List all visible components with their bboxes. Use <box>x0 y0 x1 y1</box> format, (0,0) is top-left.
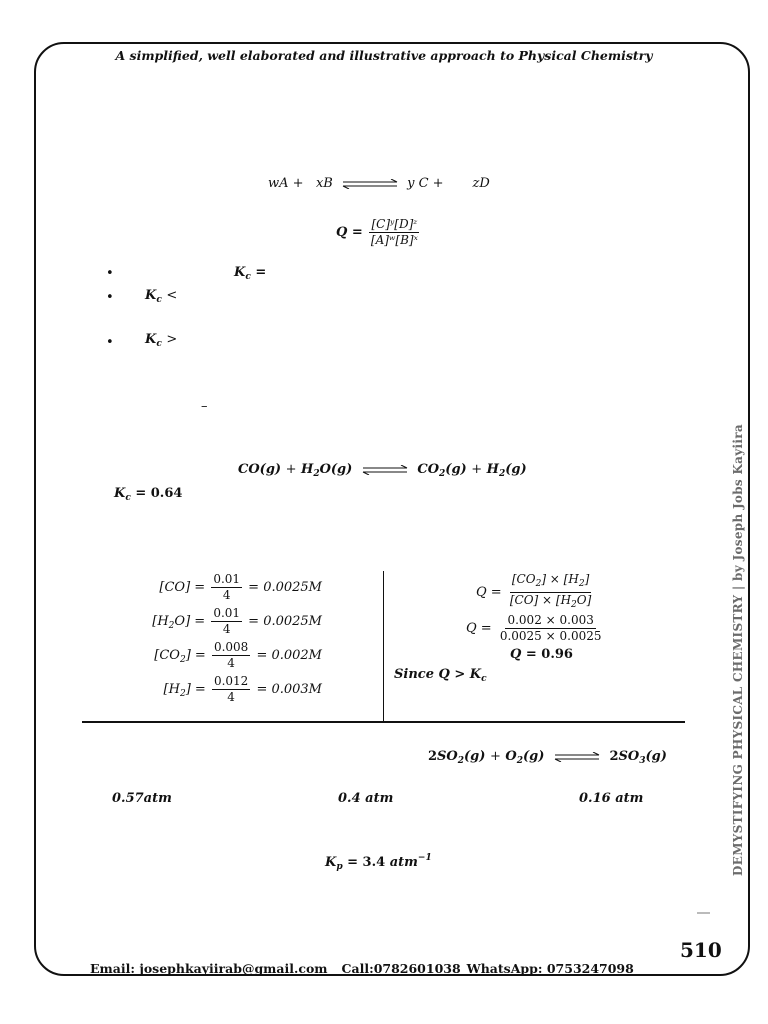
q-calc-lhs: Q = <box>476 585 502 600</box>
q-sub-num: 0.002 × 0.003 <box>507 613 594 627</box>
q-expression <box>336 217 422 248</box>
conc-rhs: = 0.0025M <box>248 580 322 595</box>
q-sub-den: 0.0025 × 0.0025 <box>499 629 602 643</box>
conc-lhs: $[CO_2]$ = <box>154 648 206 665</box>
example1-kc: $K_c = 0.64$ <box>114 486 183 503</box>
conc-rhs: = 0.003M <box>256 682 322 697</box>
pressure-so2: 0.57atm <box>112 791 172 806</box>
q-numerator: [C]ʸ[D]ᶻ <box>371 217 418 231</box>
section-divider <box>82 721 685 723</box>
footer-call: Call:0782601038 <box>341 961 461 976</box>
bullet-2-text: $K_c$ < <box>145 288 178 305</box>
conc-den: 4 <box>227 690 235 704</box>
general-reaction: wA + xB y C + zD <box>268 176 490 191</box>
page-number: 510 <box>680 938 722 962</box>
conc-den: 4 <box>222 622 231 636</box>
equilibrium-arrow-icon <box>341 179 399 189</box>
conc-rhs: = 0.0025M <box>248 614 322 629</box>
decorative-dash <box>697 912 710 914</box>
bullet-3-text: $K_c$ > <box>145 332 178 349</box>
column-divider <box>383 571 384 721</box>
bullet-3-symbol: • <box>106 335 114 350</box>
conc-num: 0.012 <box>213 674 249 688</box>
q-lhs: Q = <box>336 225 363 240</box>
footer-email: Email: josephkayiirab@gmail.com <box>90 961 328 976</box>
conc-num: 0.01 <box>213 606 241 620</box>
example2-kp: $K_p = 3.4$ atm$^{-1}$ <box>325 853 432 872</box>
q-calc-den: $[CO] \times [H_2O]$ <box>509 593 592 610</box>
conc-num: 0.008 <box>213 640 249 654</box>
equilibrium-arrow-icon <box>553 752 601 762</box>
concentration-h2 <box>90 674 322 710</box>
conc-lhs: $[H_2]$ = <box>163 682 206 699</box>
concentration-co2 <box>90 640 322 676</box>
q-sub-lhs: Q = <box>466 621 492 636</box>
example1-equation: $CO(g) + H_2O(g) CO_2(g) + H_2(g)$ <box>238 462 527 479</box>
example2-equation: $2SO_2(g) + O_2(g)$ $2SO_3(g)$ <box>428 749 667 766</box>
concentration-co <box>90 572 322 608</box>
footer-whatsapp: WhatsApp: 0753247098 <box>466 961 634 976</box>
q-calculation <box>476 572 595 613</box>
pressure-o2: 0.4 atm <box>338 791 394 806</box>
concentration-list <box>90 572 322 710</box>
bullet-2-symbol: • <box>106 290 114 305</box>
conc-rhs: = 0.002M <box>256 648 322 663</box>
q-conclusion: Since $Q > K_c$ <box>394 667 487 684</box>
footer-contacts <box>90 961 648 976</box>
equilibrium-arrow-icon <box>361 465 409 475</box>
q-denominator: [A]ʷ[B]ˣ <box>370 233 418 247</box>
conc-den: 4 <box>222 588 231 602</box>
pressure-so3: 0.16 atm <box>579 791 644 806</box>
bullet-1-text: $K_c$ = <box>234 265 267 282</box>
q-calc-num: $[CO_2] \times [H_2]$ <box>510 572 591 593</box>
conc-lhs: $[H_2O]$ = <box>152 614 206 631</box>
q-value: Q = 0.96 <box>510 647 573 662</box>
q-substitution <box>466 613 606 644</box>
dash-mark: – <box>201 399 208 414</box>
conc-num: 0.01 <box>213 572 241 586</box>
bullet-1-symbol: • <box>106 266 114 281</box>
page-header: A simplified, well elaborated and illustrative approach to Physical Chemistry <box>115 48 653 63</box>
conc-lhs: [CO] = <box>159 580 206 595</box>
concentration-h2o <box>90 606 322 642</box>
side-book-title: DEMYSTIFYING PHYSICAL CHEMISTRY | by Joseph Jobs Kayiira <box>731 424 745 876</box>
conc-den: 4 <box>227 656 235 670</box>
